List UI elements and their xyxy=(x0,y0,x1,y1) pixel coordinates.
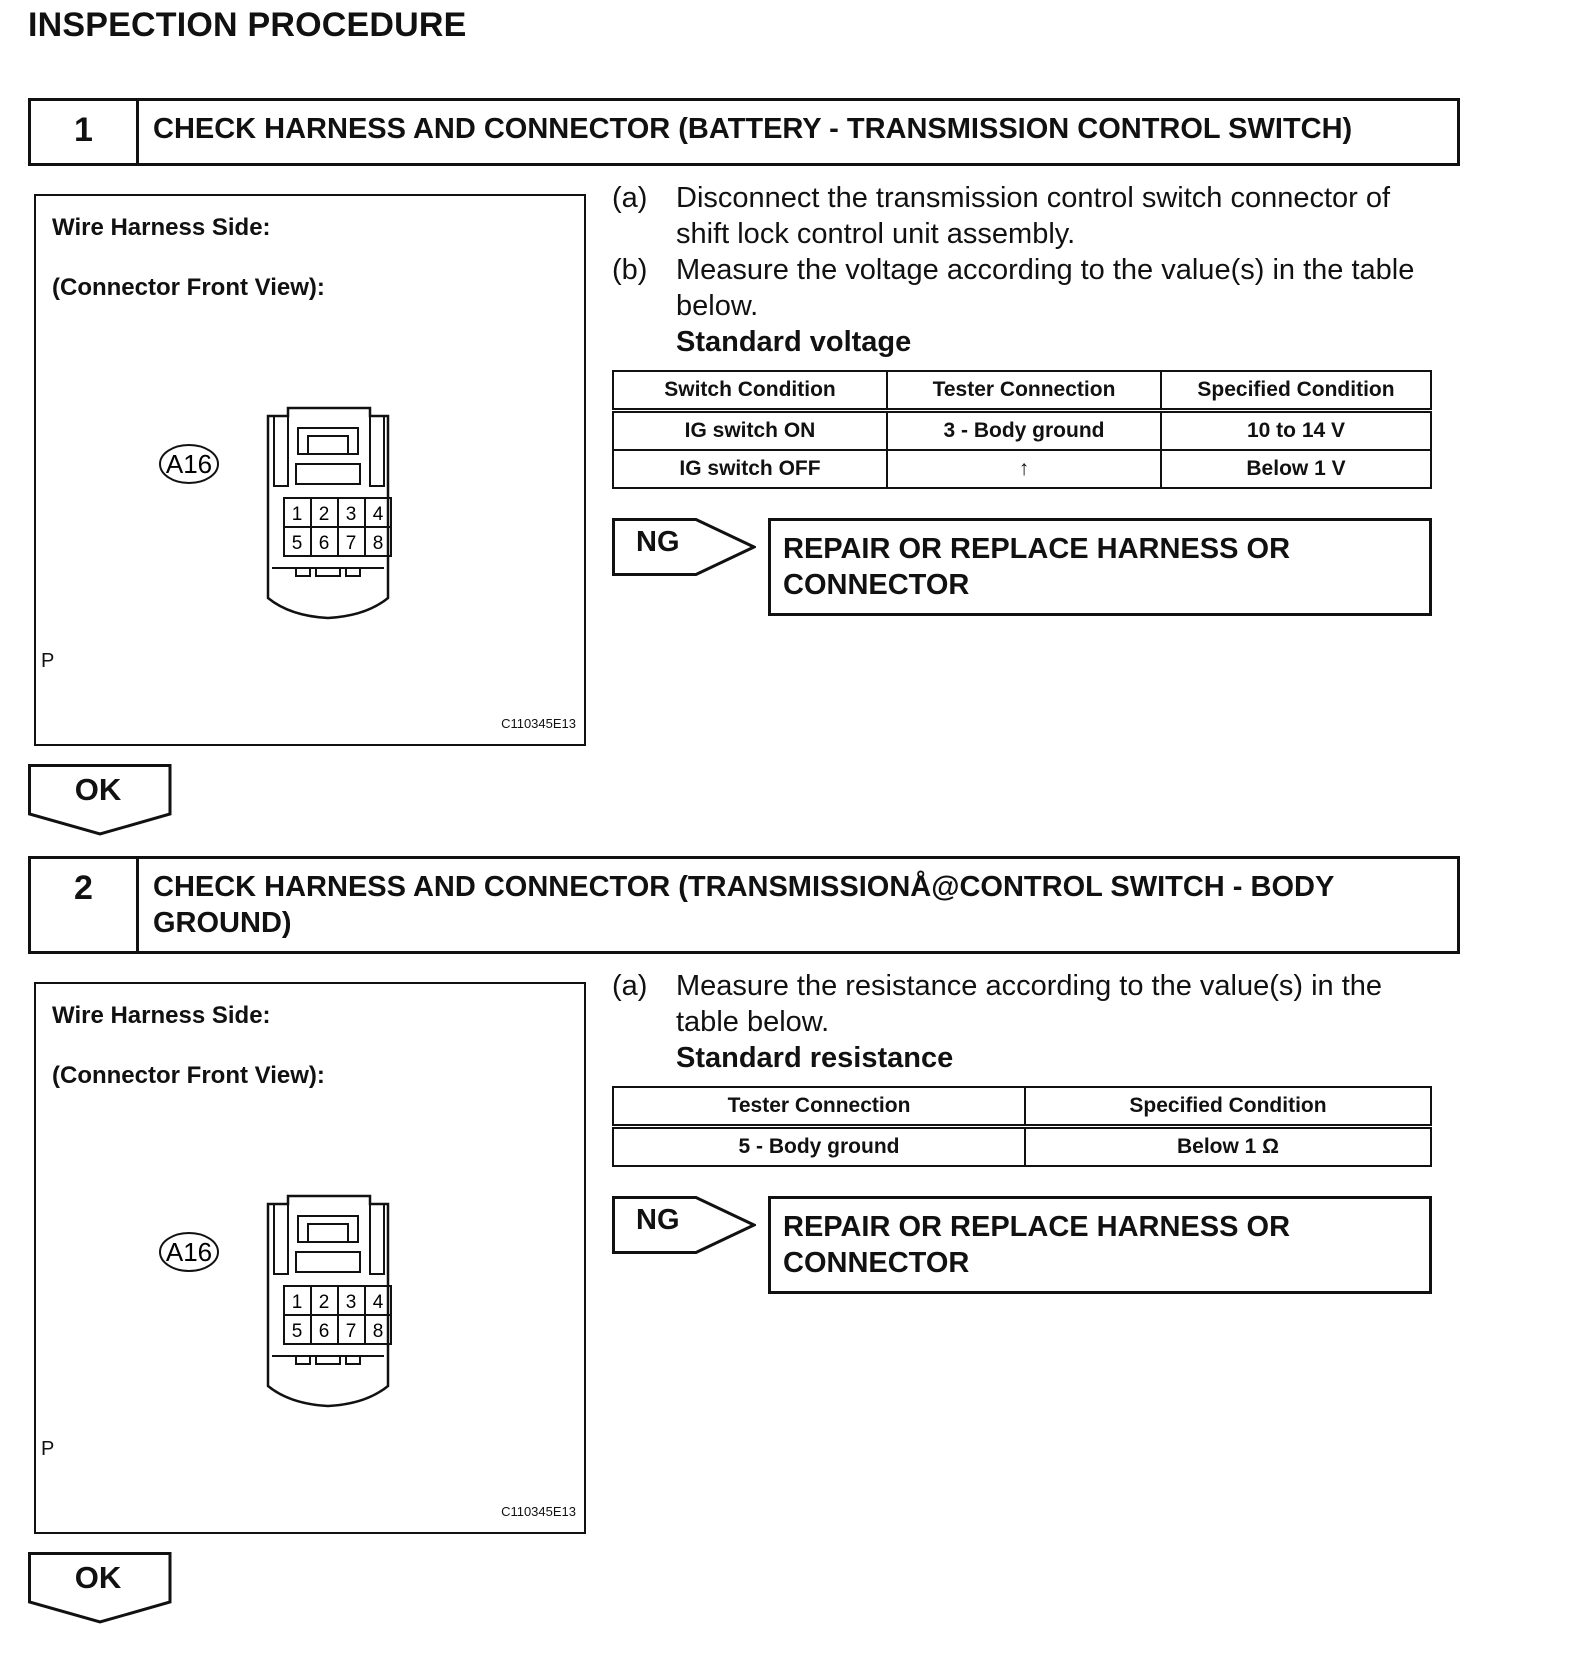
illustration-code: C110345E13 xyxy=(501,1504,576,1519)
ok-label: OK xyxy=(74,1560,122,1595)
instruction-text: Disconnect the transmission control switch connector of shift lock control unit assembly. xyxy=(676,182,1391,250)
step-2-title: CHECK HARNESS AND CONNECTOR (TRANSMISSIONÅ@CONTROL SWITCH - BODY GROUND) xyxy=(153,871,1334,939)
wire-harness-side-label: Wire Harness Side: xyxy=(52,1002,271,1029)
pin-label: 7 xyxy=(345,533,357,554)
pin-label: 3 xyxy=(345,1292,357,1313)
table-header: Specified Condition xyxy=(1025,1087,1431,1127)
step-1-ng-action: REPAIR OR REPLACE HARNESS OR CONNECTOR xyxy=(768,518,1432,616)
pin-label: 6 xyxy=(318,533,330,554)
step-1-number: 1 xyxy=(31,101,139,163)
connector-diagram xyxy=(116,406,416,626)
table-row xyxy=(613,1127,1431,1167)
instruction-item xyxy=(612,180,1432,252)
table-cell: 5 - Body ground xyxy=(613,1127,1025,1167)
table-cell: 10 to 14 V xyxy=(1161,411,1431,451)
p-mark: P xyxy=(41,1438,55,1460)
pin-label: 1 xyxy=(291,1292,303,1313)
step-1-instructions xyxy=(612,180,1432,360)
connector-id-text: A16 xyxy=(165,449,213,479)
table-row xyxy=(613,411,1431,451)
connector-diagram xyxy=(116,1194,416,1414)
pin-label: 5 xyxy=(291,1321,303,1342)
ng-arrow-shape xyxy=(612,1196,756,1254)
step-2-ng-indicator xyxy=(612,1196,756,1254)
connector-front-view-label: (Connector Front View): xyxy=(52,274,325,301)
table-cell: IG switch OFF xyxy=(613,450,887,488)
pin-label: 2 xyxy=(318,1292,330,1313)
ng-label: NG xyxy=(636,1204,680,1236)
pin-label: 7 xyxy=(345,1321,357,1342)
instruction-text: Measure the resistance according to the value(s) in the table below. xyxy=(676,970,1383,1038)
step-2-instructions xyxy=(612,968,1432,1076)
pin-label: 8 xyxy=(372,1321,384,1342)
instruction-item xyxy=(612,252,1432,324)
step-1-ng-indicator xyxy=(612,518,756,576)
pin-label: 3 xyxy=(345,504,357,525)
ok-label: OK xyxy=(74,772,122,807)
pin-label: 6 xyxy=(318,1321,330,1342)
instruction-letter: (a) xyxy=(612,182,648,214)
table-cell: 3 - Body ground xyxy=(887,411,1161,451)
pin-label: 4 xyxy=(372,504,384,525)
table-header: Tester Connection xyxy=(613,1087,1025,1127)
standard-label: Standard voltage xyxy=(676,326,912,358)
ng-label: NG xyxy=(636,526,680,558)
p-mark: P xyxy=(41,650,55,672)
standard-label: Standard resistance xyxy=(676,1042,954,1074)
step-1-header xyxy=(28,98,1460,166)
table-cell: IG switch ON xyxy=(613,411,887,451)
illustration-code: C110345E13 xyxy=(501,716,576,731)
table-cell: Below 1 V xyxy=(1161,450,1431,488)
step-2-illustration xyxy=(34,982,586,1534)
table-cell: Below 1 Ω xyxy=(1025,1127,1431,1167)
step-2-spec-table xyxy=(612,1086,1432,1167)
table-header: Tester Connection xyxy=(887,371,1161,411)
instruction-item xyxy=(612,968,1432,1040)
instruction-text: Measure the voltage according to the value(s) in the table below. xyxy=(676,254,1415,322)
instruction-letter: (b) xyxy=(612,254,648,286)
step-1-title: CHECK HARNESS AND CONNECTOR (BATTERY - TRANSMISSION CONTROL SWITCH) xyxy=(153,113,1353,145)
page-title: INSPECTION PROCEDURE xyxy=(28,6,467,44)
table-header: Specified Condition xyxy=(1161,371,1431,411)
instruction-letter: (a) xyxy=(612,970,648,1002)
pin-label: 2 xyxy=(318,504,330,525)
pin-label: 4 xyxy=(372,1292,384,1313)
step-1-ok-indicator xyxy=(28,764,172,836)
step-2-ok-indicator xyxy=(28,1552,172,1624)
pin-label: 1 xyxy=(291,504,303,525)
pin-label: 5 xyxy=(291,533,303,554)
table-row xyxy=(613,450,1431,488)
step-2-ng-action: REPAIR OR REPLACE HARNESS OR CONNECTOR xyxy=(768,1196,1432,1294)
step-1-spec-table xyxy=(612,370,1432,489)
step-2-number: 2 xyxy=(31,859,139,951)
wire-harness-side-label: Wire Harness Side: xyxy=(52,214,271,241)
ng-arrow-shape xyxy=(612,518,756,576)
connector-front-view-label: (Connector Front View): xyxy=(52,1062,325,1089)
table-header: Switch Condition xyxy=(613,371,887,411)
pin-label: 8 xyxy=(372,533,384,554)
connector-id-text: A16 xyxy=(165,1237,213,1267)
step-1-illustration xyxy=(34,194,586,746)
table-cell: ↑ xyxy=(887,450,1161,488)
step-2-header xyxy=(28,856,1460,954)
